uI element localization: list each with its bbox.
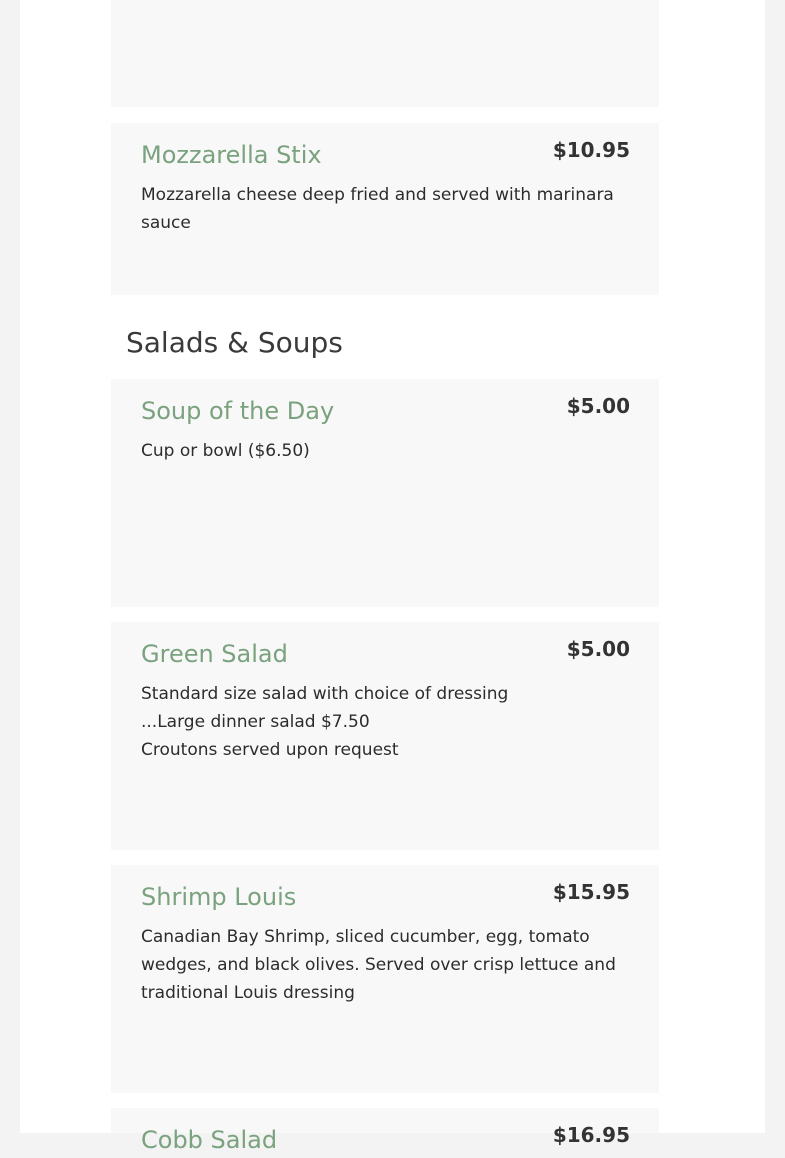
description-line: Cup or bowl ($6.50) [141, 441, 310, 461]
item-description [141, 437, 621, 465]
section-title: Salads & Soups [126, 326, 343, 359]
description-line: sauce [141, 213, 191, 233]
item-price: $15.95 [552, 880, 630, 904]
description-line: wedges, and black olives. Served over crisp lettuce and [141, 955, 616, 975]
description-line: ...Large dinner salad $7.50 [141, 712, 370, 732]
description-line: Canadian Bay Shrimp, sliced cucumber, egg, tomato [141, 927, 590, 947]
item-price: $16.95 [552, 1123, 630, 1147]
item-name: Green Salad [141, 640, 288, 668]
item-description [141, 923, 621, 1007]
menu-item-card [111, 1108, 659, 1154]
description-line: Standard size salad with choice of dressing [141, 684, 509, 704]
item-price: $5.00 [566, 394, 630, 418]
menu-item-card [111, 865, 659, 1093]
description-line: traditional Louis dressing [141, 983, 355, 1003]
menu-item-card-partial [111, 0, 659, 107]
item-name: Shrimp Louis [141, 883, 297, 911]
item-name: Cobb Salad [141, 1126, 278, 1154]
menu-item-card [111, 379, 659, 607]
item-name: Soup of the Day [141, 397, 335, 425]
description-line: Mozzarella cheese deep fried and served with marinara [141, 185, 614, 205]
menu-item-card [111, 622, 659, 850]
item-price: $5.00 [566, 637, 630, 661]
item-price: $10.95 [552, 138, 630, 162]
item-name: Mozzarella Stix [141, 141, 322, 169]
description-line: Croutons served upon request [141, 740, 399, 760]
item-description [141, 680, 621, 764]
item-description [141, 181, 621, 237]
menu-item-card [111, 123, 659, 295]
